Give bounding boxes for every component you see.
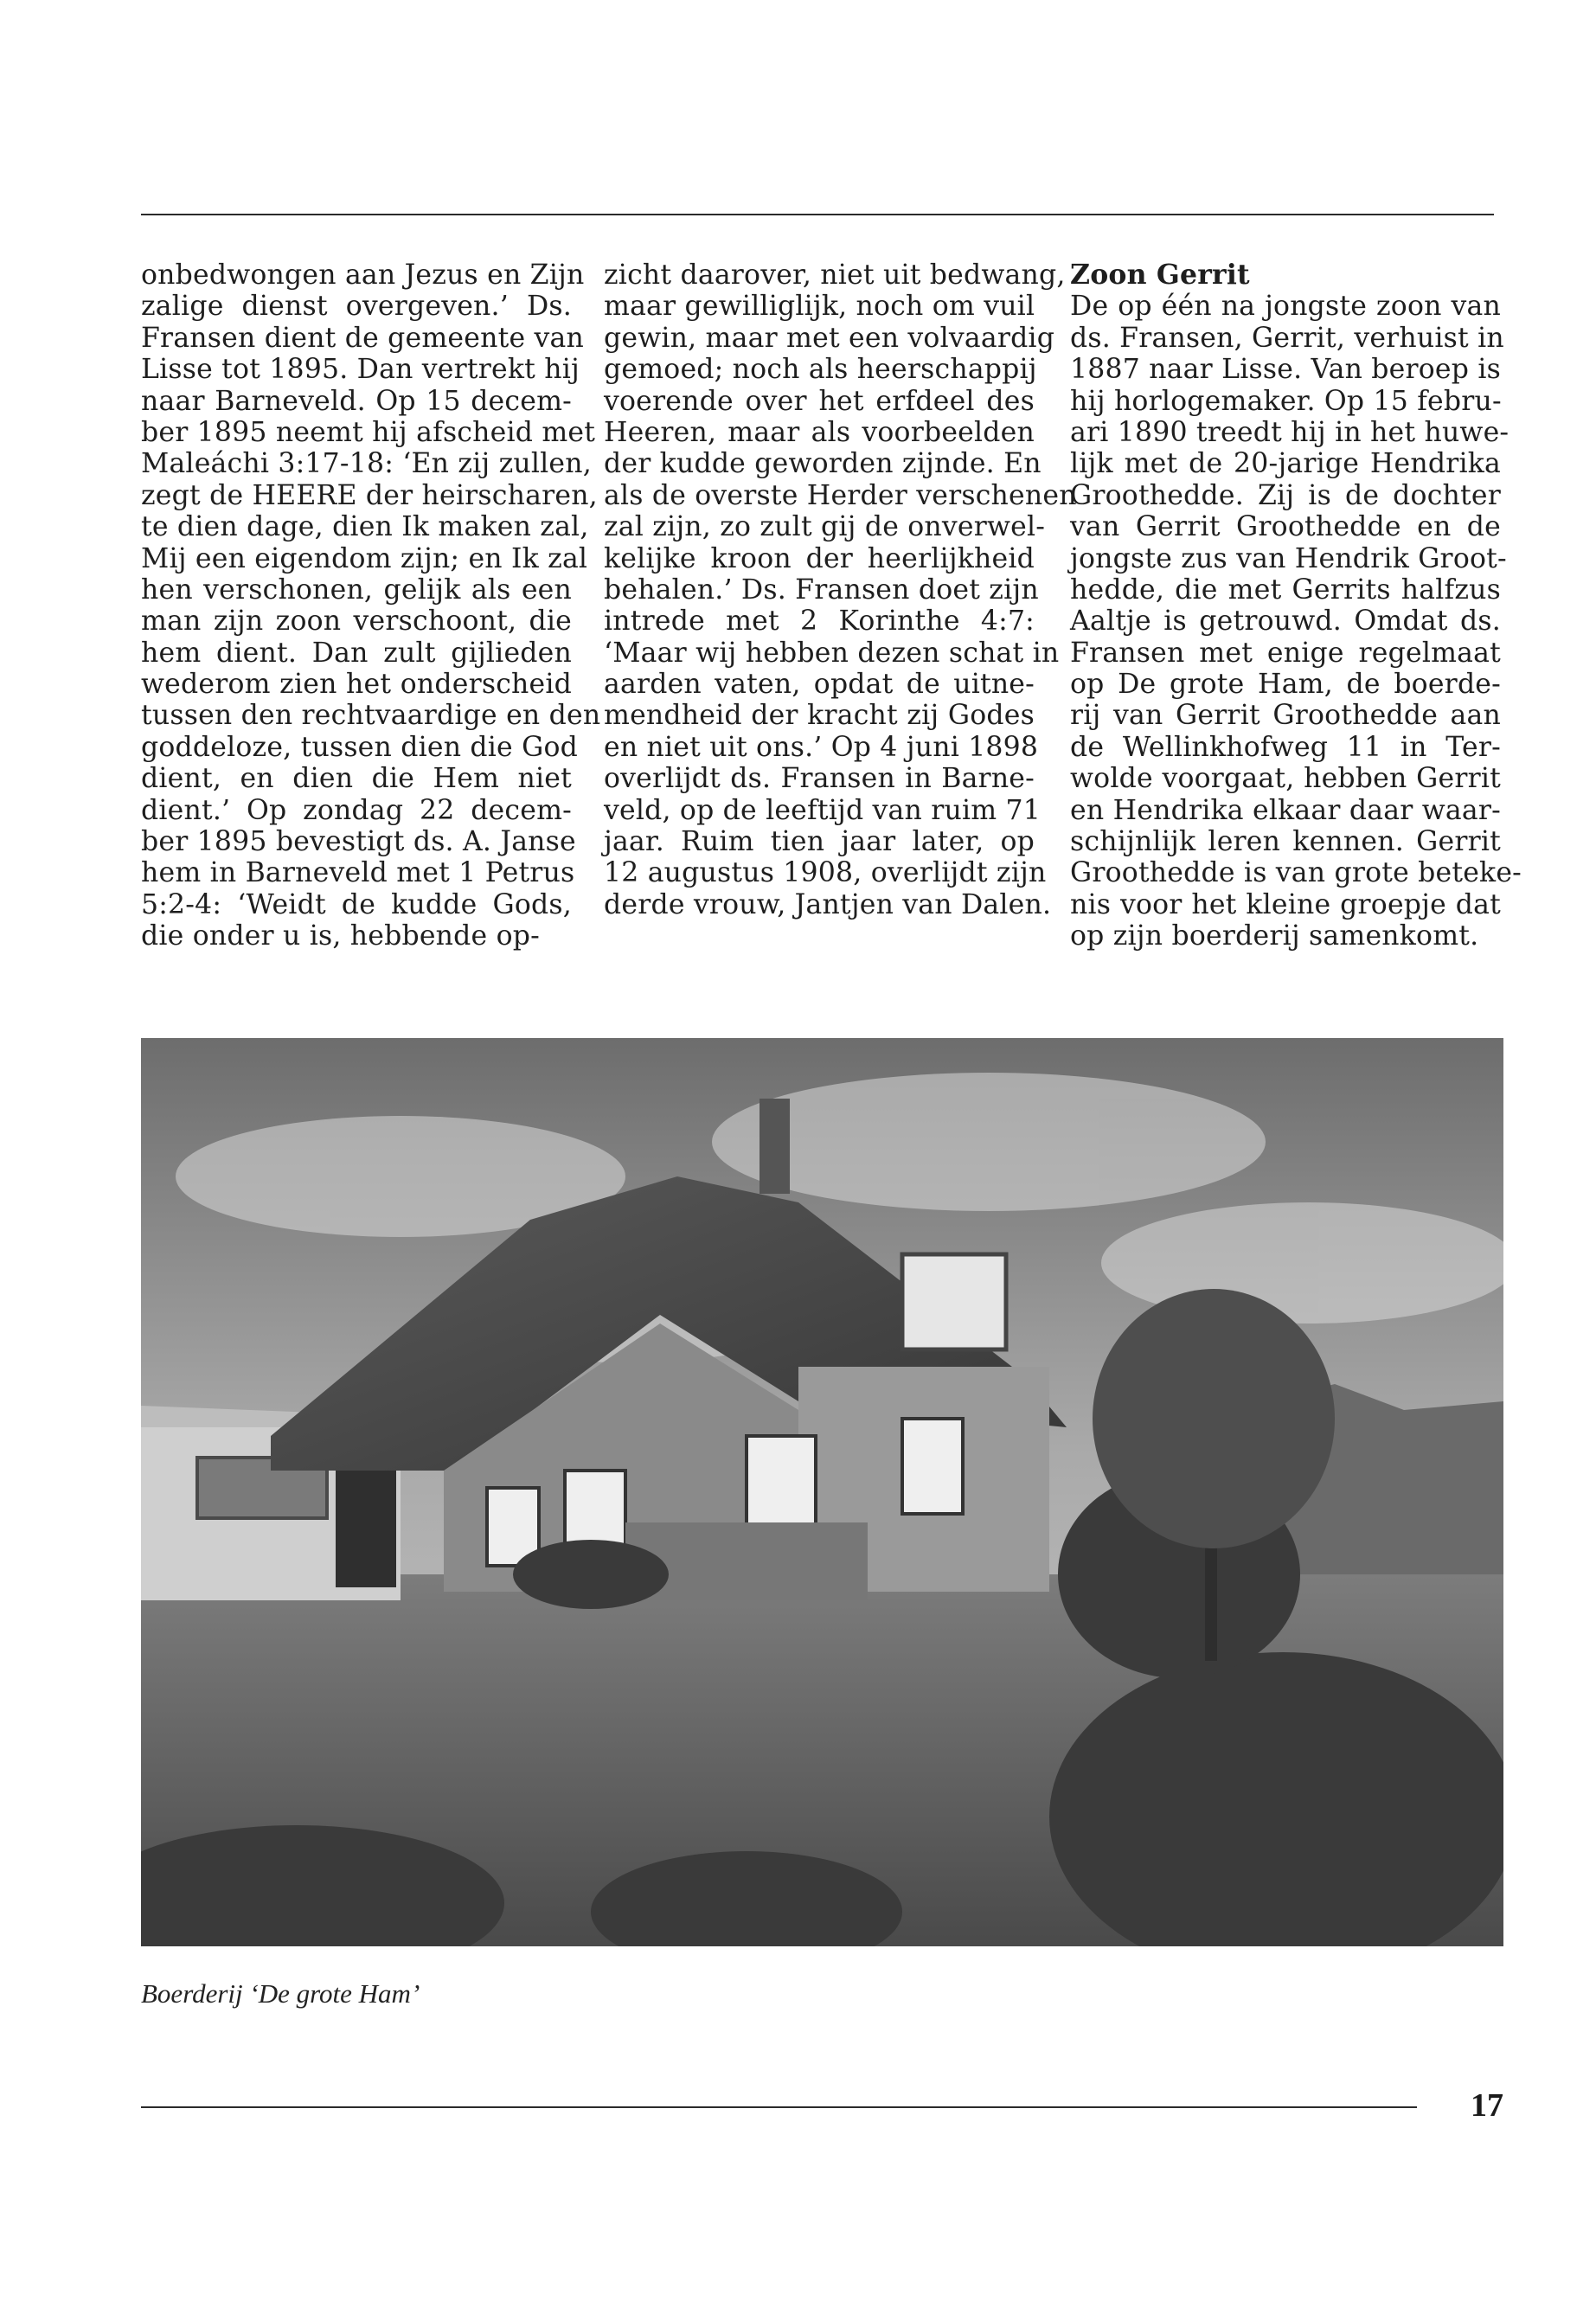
text-line: jaar. Ruim tien jaar later, op [604, 826, 1035, 858]
text-line: overlijdt ds. Fransen in Barne- [604, 763, 1035, 795]
window-4 [902, 1419, 963, 1514]
farmhouse-photo [141, 1038, 1503, 1946]
text-line: schijnlijk leren kennen. Gerrit [1070, 826, 1501, 858]
text-line: zalige dienst overgeven.’ Ds. [141, 291, 572, 323]
text-line: veld, op de leeftijd van ruim 71 [604, 794, 1042, 826]
text-line: ds. Fransen, Gerrit, verhuist in [1070, 322, 1504, 354]
chimney [760, 1099, 790, 1194]
text-line: goddeloze, tussen dien die God [141, 731, 578, 763]
text-column-2 [604, 260, 1077, 920]
text-line: hem in Barneveld met 1 Petrus [141, 857, 575, 889]
text-line: aarden vaten, opdat de uitne- [604, 669, 1035, 701]
text-line: en Hendrika elkaar daar waar- [1070, 794, 1501, 826]
text-line: Aaltje is getrouwd. Omdat ds. [1070, 606, 1501, 638]
text-line: hij horlogemaker. Op 15 febru- [1070, 385, 1502, 417]
bottom-rule [141, 2106, 1417, 2108]
text-line: Lisse tot 1895. Dan vertrekt hij [141, 354, 580, 386]
text-line: Groothedde. Zij is de dochter [1070, 479, 1501, 511]
text-line: derde vrouw, Jantjen van Dalen. [604, 888, 1052, 920]
text-line: op De grote Ham, de boerde- [1070, 669, 1501, 701]
text-line: ber 1895 bevestigt ds. A. Janse [141, 826, 576, 858]
text-line: tussen den rechtvaardige en den [141, 700, 601, 732]
text-line: Fransen dient de gemeente van [141, 322, 584, 354]
text-line: de Wellinkhofweg 11 in Ter- [1070, 731, 1501, 763]
text-line: 12 augustus 1908, overlijdt zijn [604, 857, 1047, 889]
text-line: 5:2-4: ‘Weidt de kudde Gods, [141, 888, 572, 920]
text-line: te dien dage, dien Ik maken zal, [141, 511, 589, 543]
text-line: gewin, maar met een volvaardig [604, 322, 1055, 354]
text-line: maar gewilliglijk, noch om vuil [604, 291, 1035, 323]
text-line: Heeren, maar als voorbeelden [604, 416, 1035, 448]
text-line: 1887 naar Lisse. Van beroep is [1070, 354, 1501, 386]
text-line: nis voor het kleine groepje dat [1070, 888, 1501, 920]
text-line: op zijn boerderij samenkomt. [1070, 920, 1479, 952]
text-line: kelijke kroon der heerlijkheid [604, 542, 1035, 574]
text-line: naar Barneveld. Op 15 decem- [141, 385, 572, 417]
text-line: en niet uit ons.’ Op 4 juni 1898 [604, 731, 1039, 763]
text-line: hem dient. Dan zult gijlieden [141, 637, 572, 669]
text-line: ari 1890 treedt hij in het huwe- [1070, 416, 1509, 448]
text-line: onbedwongen aan Jezus en Zijn [141, 260, 585, 291]
text-line: mendheid der kracht zij Godes [604, 700, 1035, 732]
text-line: lijk met de 20-jarige Hendrika [1070, 448, 1501, 480]
text-line: die onder u is, hebbende op- [141, 920, 540, 952]
text-line: hedde, die met Gerrits halfzus [1070, 574, 1501, 606]
text-line: als de overste Herder verschenen [604, 479, 1077, 511]
photo-caption: Boerderij ‘De grote Ham’ [141, 1978, 420, 2009]
text-line: Groothedde is van grote beteke- [1070, 857, 1522, 889]
text-line: zal zijn, zo zult gij de onverwel- [604, 511, 1046, 543]
text-line: dient.’ Op zondag 22 decem- [141, 794, 572, 826]
text-line: De op één na jongste zoon van [1070, 291, 1501, 323]
text-line: ‘Maar wij hebben dezen schat in [604, 637, 1060, 669]
section-heading: Zoon Gerrit [1070, 259, 1250, 291]
dormer [902, 1254, 1006, 1349]
text-column-3 [1070, 259, 1522, 952]
tree-crown [1093, 1289, 1335, 1548]
text-line: zegt de HEERE der heirscharen, [141, 479, 598, 511]
text-line: ber 1895 neemt hij afscheid met [141, 416, 596, 448]
text-line: jongste zus van Hendrik Groot- [1070, 542, 1507, 574]
text-line: man zijn zoon verschoont, die [141, 606, 572, 638]
text-line: Fransen met enige regelmaat [1070, 637, 1501, 669]
text-column-1 [141, 260, 601, 952]
text-line: hen verschonen, gelijk als een [141, 574, 572, 606]
text-line: behalen.’ Ds. Fransen doet zijn [604, 574, 1039, 606]
text-line: van Gerrit Groothedde en de [1070, 511, 1501, 543]
text-line: Maleáchi 3:17-18: ‘En zij zullen, [141, 448, 592, 480]
text-line: Mij een eigendom zijn; en Ik zal [141, 542, 588, 574]
text-line: der kudde geworden zijnde. En [604, 448, 1042, 480]
text-line: intrede met 2 Korinthe 4:7: [604, 606, 1035, 638]
page-number: 17 [1471, 2087, 1503, 2124]
text-line: gemoed; noch als heerschappij [604, 354, 1037, 386]
text-line: voerende over het erfdeel des [604, 385, 1035, 417]
text-line: rij van Gerrit Groothedde aan [1070, 700, 1501, 732]
top-rule [141, 214, 1494, 215]
text-line: wolde voorgaat, hebben Gerrit [1070, 763, 1501, 795]
text-line: wederom zien het onderscheid [141, 669, 572, 701]
text-line: zicht daarover, niet uit bedwang, [604, 260, 1066, 291]
text-line: dient, en dien die Hem niet [141, 763, 572, 795]
